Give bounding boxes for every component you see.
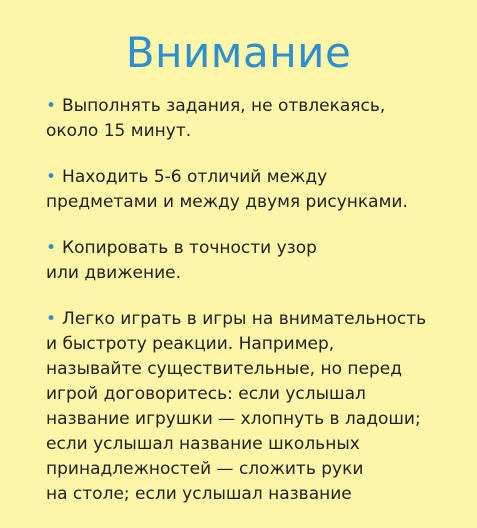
list-item-line: принадлежностей — сложить руки [46,459,364,479]
list-item [46,165,476,215]
list-item-line: называйте существительные, но перед [46,359,402,379]
list-item-line: или движение. [46,263,181,283]
list-item-line: • Копировать в точности узор [46,238,317,258]
list-item-line: если услышал название школьных [46,434,360,454]
bullet-icon: • [46,167,57,187]
bullet-icon: • [46,309,57,329]
list-item [46,307,476,507]
list-item-line: название игрушки — хлопнуть в ладоши; [46,409,421,429]
list-item-line: на столе; если услышал название [46,484,352,504]
bullet-icon: • [46,96,57,116]
list-item-line: предметами и между двумя рисунками. [46,192,408,212]
list-item [46,94,476,144]
list-item-line: и быстроту реакции. Например, [46,334,335,354]
bullet-icon: • [46,238,57,258]
page-title: Внимание [125,28,352,77]
tips-list [46,94,476,528]
list-item [46,236,476,286]
list-item-line: • Находить 5-6 отличий между [46,167,328,187]
list-item-line: около 15 минут. [46,121,192,141]
list-item-line: • Легко играть в игры на внимательность [46,309,427,329]
list-item-line: • Выполнять задания, не отвлекаясь, [46,96,386,116]
list-item-line: игрой договоритесь: если услышал [46,384,366,404]
